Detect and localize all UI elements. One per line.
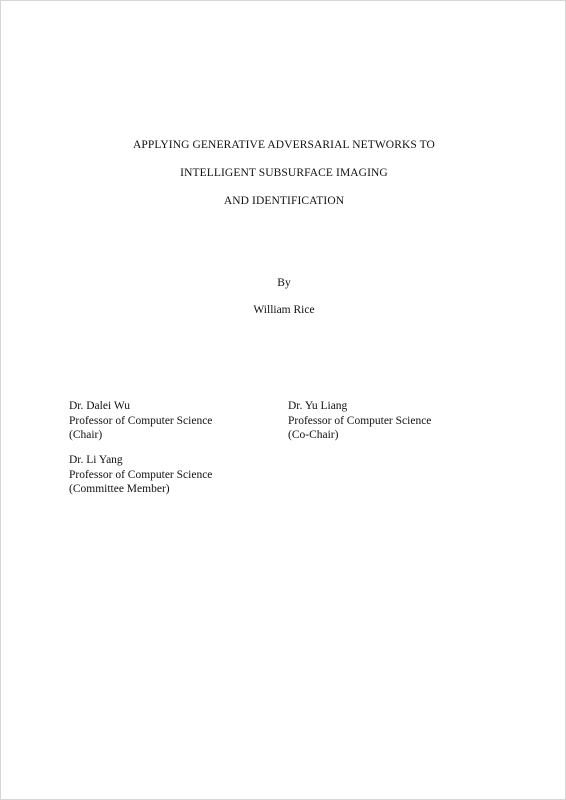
member-title: Professor of Computer Science — [69, 468, 213, 481]
member-name: Dr. Li Yang — [69, 454, 123, 466]
member-role: (Committee Member) — [69, 483, 170, 495]
title-line-3: AND IDENTIFICATION — [223, 195, 345, 207]
member-name: Dr. Yu Liang — [288, 400, 348, 412]
by-label: By — [277, 277, 291, 289]
member-title: Professor of Computer Science — [288, 414, 432, 427]
committee-member-member — [69, 453, 212, 497]
title-line-1: APPLYING GENERATIVE ADVERSARIAL NETWORKS TO — [133, 139, 435, 151]
author-name: William Rice — [253, 304, 315, 316]
member-name: Dr. Dalei Wu — [69, 400, 130, 412]
committee-member-chair — [69, 399, 212, 443]
member-role: (Co-Chair) — [288, 429, 339, 441]
member-role: (Chair) — [69, 429, 103, 441]
title-line-2: INTELLIGENT SUBSURFACE IMAGING — [180, 167, 388, 179]
member-title: Professor of Computer Science — [69, 414, 213, 427]
committee-member-co-chair — [288, 399, 431, 443]
